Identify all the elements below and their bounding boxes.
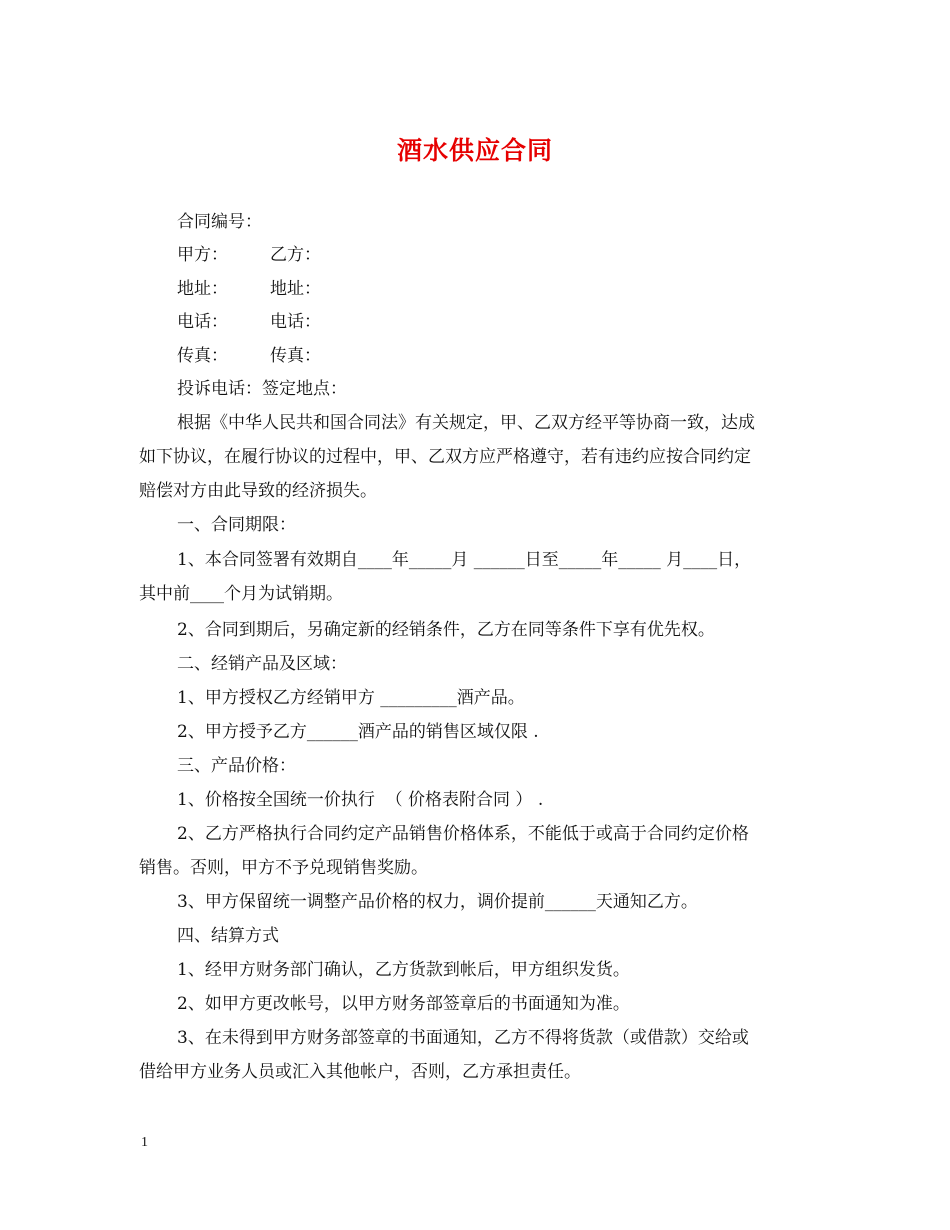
phone-b-label: 电话： bbox=[270, 312, 321, 332]
phone-a-label: 电话： bbox=[177, 312, 228, 332]
intro-line: 赔偿对方由此导致的经济损失。 bbox=[139, 481, 377, 501]
document-title: 酒水供应合同 bbox=[396, 136, 553, 165]
section-heading: 三、产品价格： bbox=[177, 756, 296, 776]
clause-text: 1、本合同签署有效期自____年_____月 ______日至_____年_____ 月____日， bbox=[177, 550, 752, 570]
clause-text: 2、合同到期后，另确定新的经销条件，乙方在同等条件下享有优先权。 bbox=[177, 620, 715, 640]
clause-text: 3、甲方保留统一调整产品价格的权力，调价提前______天通知乙方。 bbox=[177, 892, 698, 912]
section-heading: 二、经销产品及区域： bbox=[177, 654, 347, 674]
clause-text: 3、在未得到甲方财务部签章的书面通知，乙方不得将货款（或借款）交给或 bbox=[177, 1028, 749, 1048]
party-b-label: 乙方： bbox=[270, 245, 321, 265]
clause-text: 其中前____个月为试销期。 bbox=[139, 584, 343, 604]
page-number: 1 bbox=[141, 1135, 148, 1150]
party-a-label: 甲方： bbox=[177, 245, 228, 265]
complaint-phone-label: 投诉电话：签定地点： bbox=[177, 379, 347, 399]
clause-text: 1、价格按全国统一价执行 （ 价格表附合同 ） . bbox=[177, 790, 544, 810]
intro-line: 根据《中华人民共和国合同法》有关规定，甲、乙双方经平等协商一致，达成 bbox=[177, 413, 755, 433]
address-b-label: 地址： bbox=[270, 279, 321, 299]
clause-text: 销售。否则，甲方不予兑现销售奖励。 bbox=[139, 858, 428, 878]
fax-b-label: 传真： bbox=[270, 346, 321, 366]
clause-text: 1、经甲方财务部门确认，乙方货款到帐后，甲方组织发货。 bbox=[177, 960, 630, 980]
clause-text: 2、乙方严格执行合同约定产品销售价格体系，不能低于或高于合同约定价格 bbox=[177, 824, 749, 844]
clause-text: 1、甲方授权乙方经销甲方 _________酒产品。 bbox=[177, 688, 525, 708]
clause-text: 2、甲方授予乙方______酒产品的销售区域仅限 . bbox=[177, 722, 539, 742]
section-heading: 一、合同期限： bbox=[177, 515, 296, 535]
intro-line: 如下协议，在履行协议的过程中，甲、乙双方应严格遵守，若有违约应按合同约定 bbox=[139, 447, 751, 467]
fax-a-label: 传真： bbox=[177, 346, 228, 366]
contract-number-label: 合同编号： bbox=[177, 212, 262, 232]
section-heading: 四、结算方式 bbox=[177, 926, 279, 946]
clause-text: 借给甲方业务人员或汇入其他帐户，否则，乙方承担责任。 bbox=[139, 1062, 581, 1082]
clause-text: 2、如甲方更改帐号，以甲方财务部签章后的书面通知为准。 bbox=[177, 994, 630, 1014]
address-a-label: 地址： bbox=[177, 279, 228, 299]
